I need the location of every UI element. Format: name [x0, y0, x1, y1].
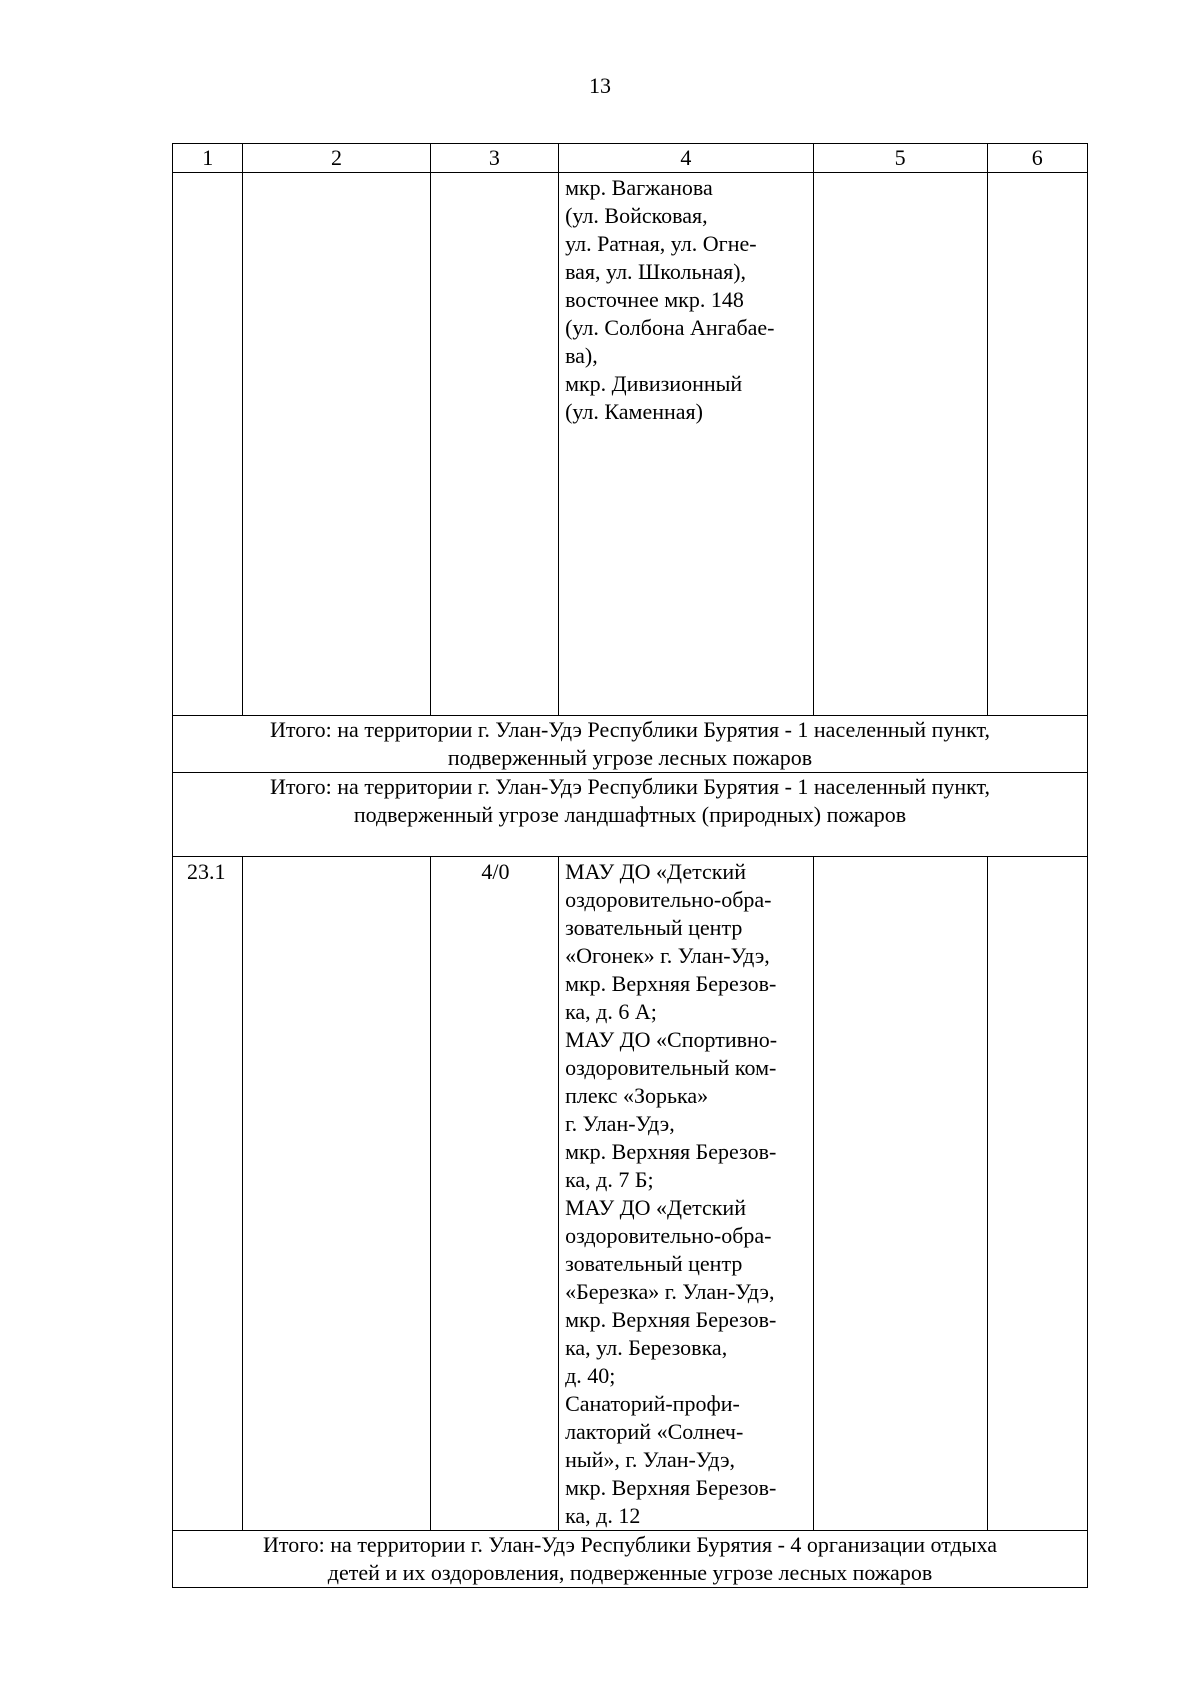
locality-list: мкр. Вагжанова (ул. Войсковая, ул. Ратная, ул. Огне- вая, ул. Школьная), восточнее мкр. 148 (ул. Солбона Ангабае- ва), мкр. Дивизионный (ул. Каменная)	[565, 175, 775, 424]
summary-line: Итого: на территории г. Улан-Удэ Республики Бурятия - 1 населенный пункт,	[269, 717, 990, 742]
table-row	[173, 173, 1088, 716]
header-col-5: 5	[813, 144, 987, 173]
header-col-6: 6	[987, 144, 1087, 173]
row-a-col-1	[173, 173, 243, 716]
summary-landscape-fires	[173, 773, 1088, 857]
page-number: 13	[589, 73, 611, 98]
summary-row	[173, 1531, 1088, 1588]
document-table	[172, 143, 1088, 1588]
summary-row	[173, 716, 1088, 773]
header-col-4: 4	[559, 144, 814, 173]
row-b-col-3	[430, 857, 558, 1531]
summary-line: подверженный угрозе ландшафтных (природных) пожаров	[353, 802, 907, 827]
summary-line: Итого: на территории г. Улан-Удэ Республики Бурятия - 1 населенный пункт,	[269, 774, 990, 799]
row-a-col-5	[813, 173, 987, 716]
organization-list: МАУ ДО «Детский оздоровительно-обра- зовательный центр «Огонек» г. Улан-Удэ, мкр. Верхняя Березов- ка, д. 6 А; МАУ ДО «Спортивно- оздоровительный ком- плекс «Зорька» г. Улан-Удэ, мкр. Верхняя Березов- ка, д. 7 Б; МАУ ДО «Детский оздоровительно-обра- зовательный центр «Березка» г. Улан-Удэ, мкр. Верхняя Березов- ка, ул. Березовка, д. 40; Санаторий-профи- лакторий «Солнеч- ный», г. Улан-Удэ, мкр. Верхняя Березов- ка, д. 12	[565, 859, 778, 1528]
row-b-col-5	[813, 857, 987, 1531]
summary-line: подверженный угрозе лесных пожаров	[447, 745, 813, 770]
summary-children-organizations	[173, 1531, 1088, 1588]
table-row	[173, 857, 1088, 1531]
row-a-col-2	[243, 173, 430, 716]
summary-line: Итого: на территории г. Улан-Удэ Республики Бурятия - 4 организации отдыха	[262, 1532, 997, 1557]
count-value: 4/0	[481, 859, 510, 884]
table-header-row	[173, 144, 1088, 173]
row-a-col-3	[430, 173, 558, 716]
header-col-1: 1	[173, 144, 243, 173]
summary-line: детей и их оздоровления, подверженные угрозе лесных пожаров	[327, 1560, 933, 1585]
summary-row	[173, 773, 1088, 857]
row-a-col-4	[559, 173, 814, 716]
row-b-col-2	[243, 857, 430, 1531]
row-number: 23.1	[187, 859, 226, 884]
row-b-col-4	[559, 857, 814, 1531]
row-b-col-6	[987, 857, 1087, 1531]
header-col-2: 2	[243, 144, 430, 173]
header-col-3: 3	[430, 144, 558, 173]
row-b-col-1	[173, 857, 243, 1531]
row-a-col-6	[987, 173, 1087, 716]
summary-forest-fires	[173, 716, 1088, 773]
